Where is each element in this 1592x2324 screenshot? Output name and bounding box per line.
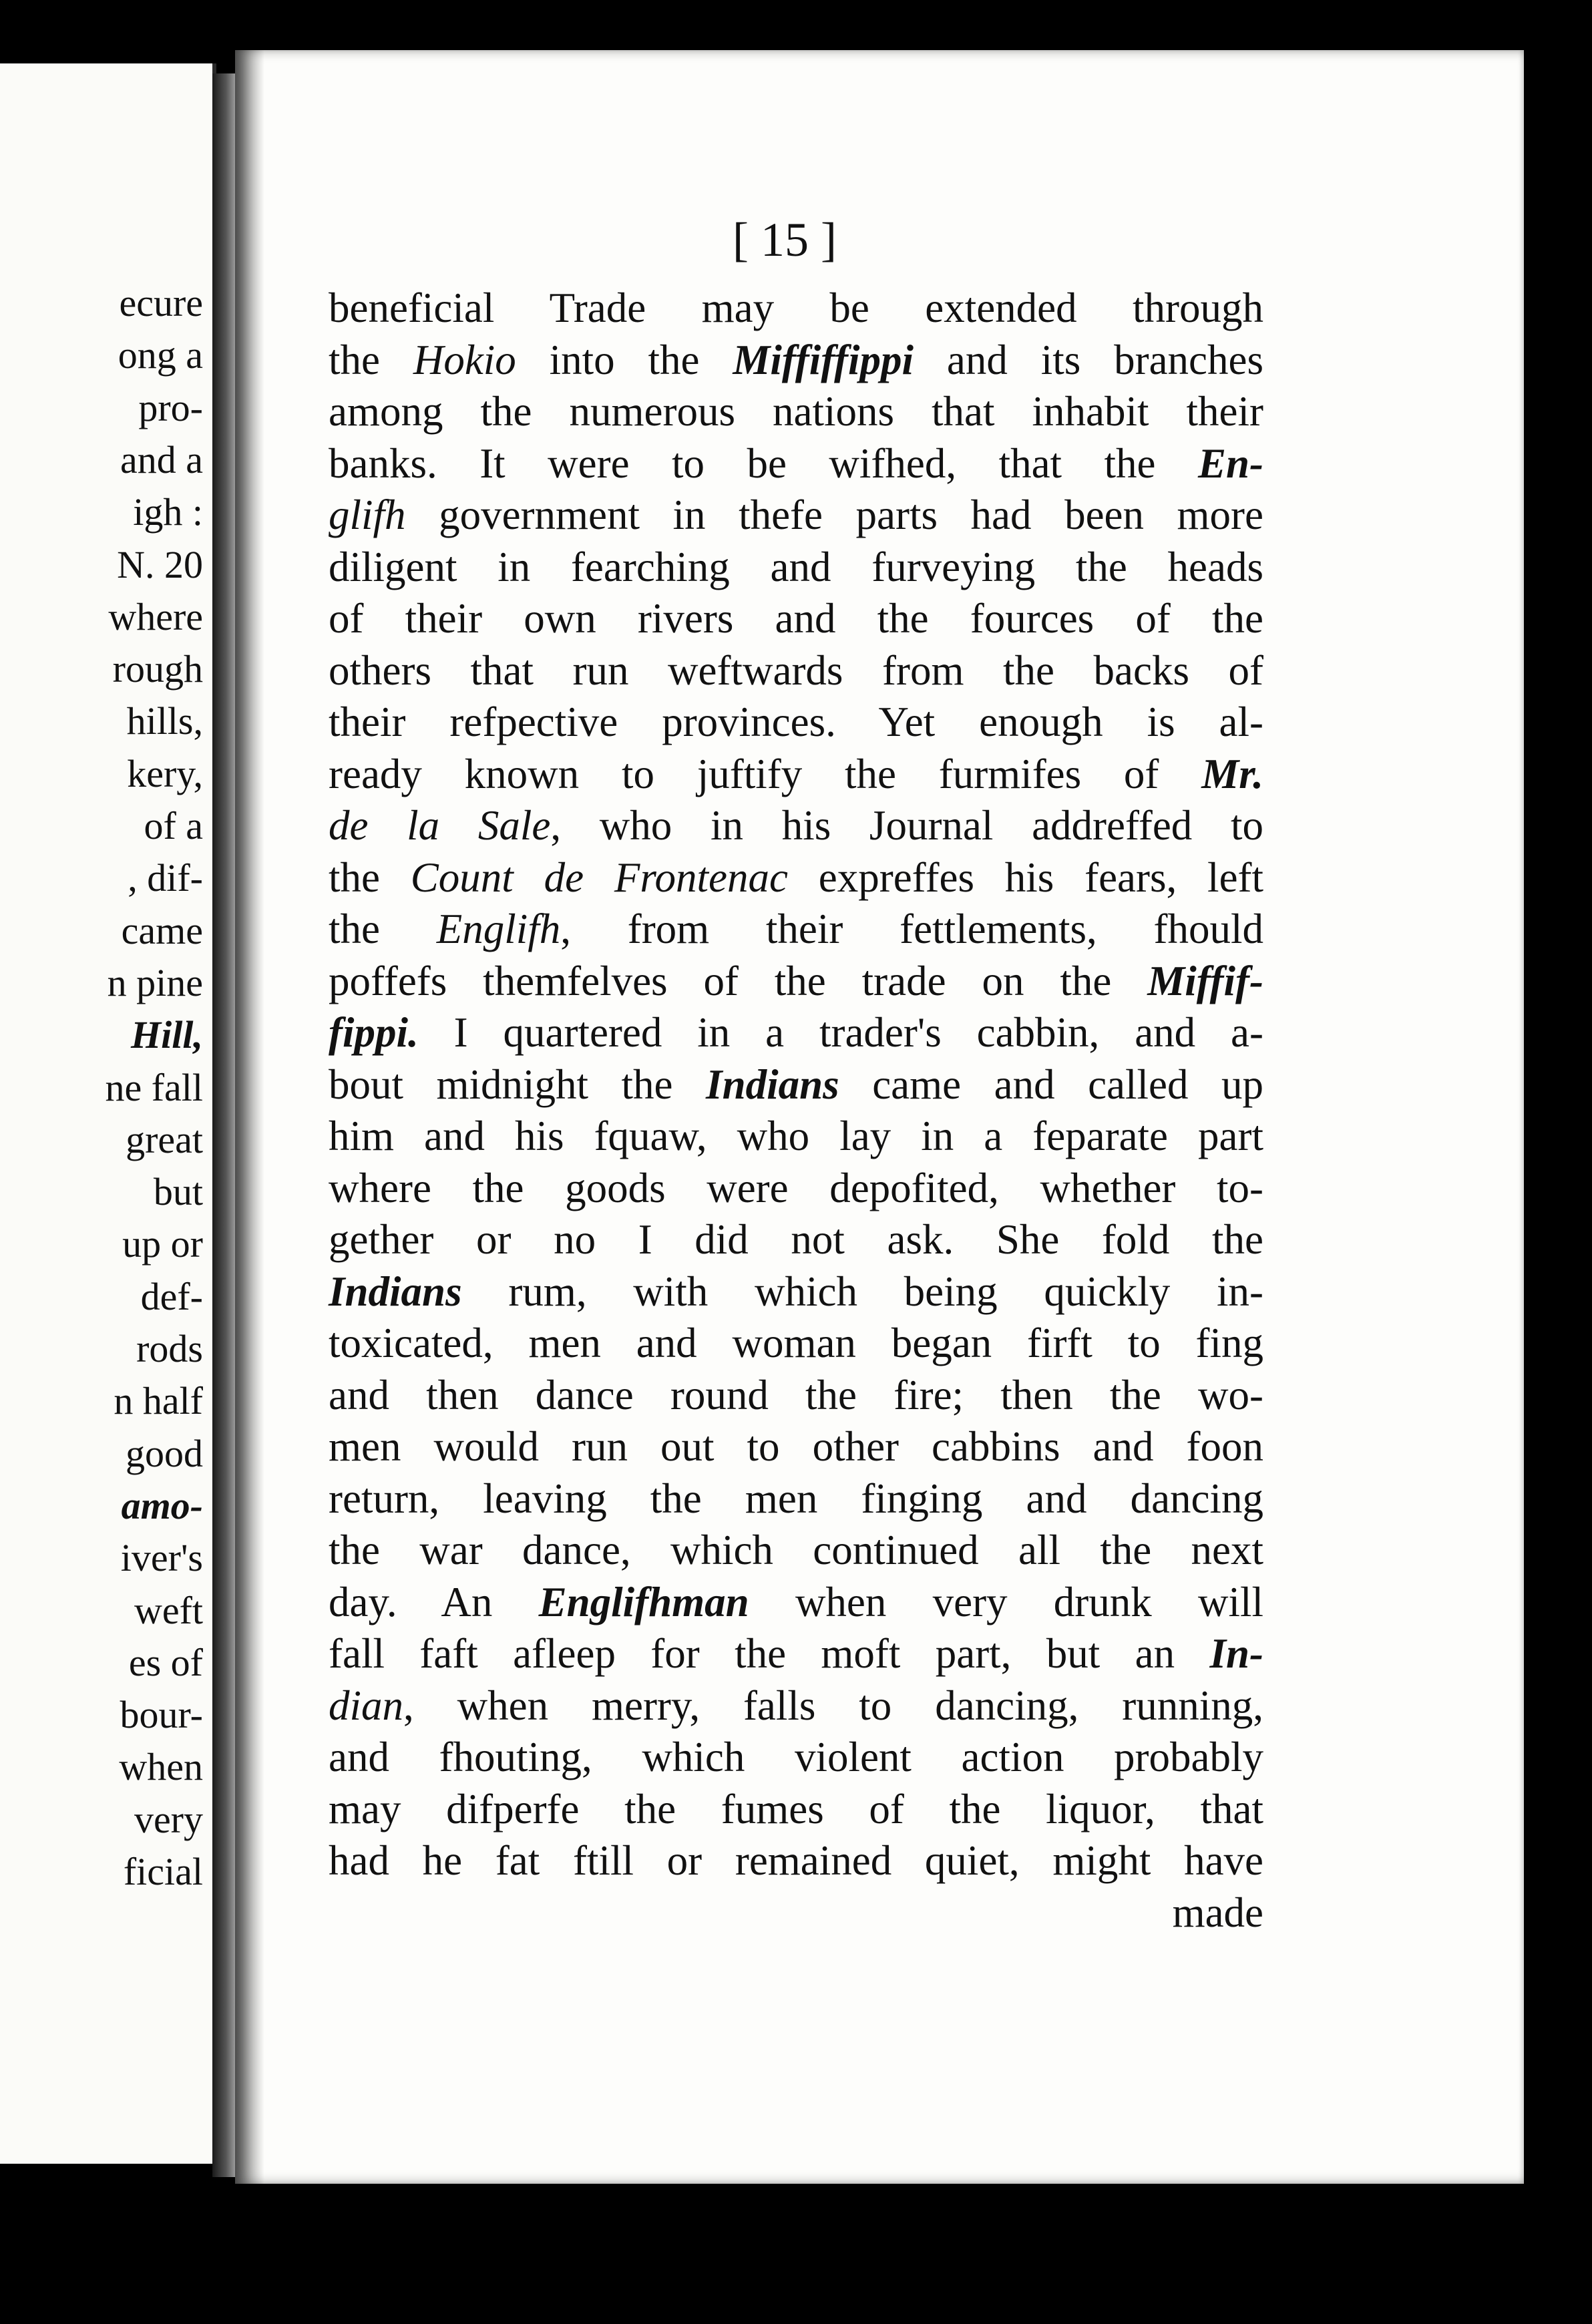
text-segment: ready known to juftify the furmifes of — [329, 750, 1202, 797]
text-segment: may difperfe the fumes of the liquor, that — [329, 1785, 1263, 1832]
text-segment: and then dance round the fire; then the wo- — [329, 1371, 1263, 1418]
left-page-line: ficial — [123, 1850, 203, 1893]
left-page-line: good — [126, 1431, 203, 1475]
body-text-line — [329, 284, 1263, 331]
body-text-line — [329, 1322, 1263, 1364]
left-page-line: es of — [128, 1640, 203, 1684]
body-text-line — [329, 1475, 1263, 1522]
italic-text-segment: fippi. — [329, 1009, 419, 1056]
text-segment: , who in his Journal addreffed to — [550, 802, 1263, 849]
left-page-line: def- — [140, 1274, 203, 1318]
italic-text-segment: Indians — [706, 1060, 839, 1108]
italic-text-segment: En- — [1197, 439, 1263, 487]
text-segment: and fhouting, which violent action probably — [329, 1734, 1263, 1780]
italic-text-segment: dian — [329, 1682, 404, 1729]
body-text-line — [329, 1630, 1263, 1677]
left-page-line: n pine — [107, 960, 203, 1004]
left-page-line: and a — [120, 437, 203, 481]
text-segment: banks. It were to be wifhed, that the — [329, 439, 1198, 487]
text-segment: the — [329, 906, 437, 952]
body-text-line — [329, 1164, 1263, 1211]
left-page-line: igh : — [133, 490, 203, 534]
body-text-line — [329, 853, 1264, 901]
body-text-line — [329, 595, 1263, 642]
page-number: [ 15 ] — [733, 213, 837, 266]
left-page-line: iver's — [120, 1536, 203, 1580]
left-page-line: pro- — [138, 385, 203, 429]
text-segment: beneficial Trade may be extended through — [329, 284, 1263, 331]
left-page-line: rods — [136, 1327, 203, 1370]
body-text-line — [329, 1736, 1263, 1778]
italic-text-segment: Mr. — [1201, 750, 1263, 797]
left-page-line: Hill, — [131, 1013, 203, 1057]
left-page — [0, 63, 216, 2164]
text-segment: toxicated, men and woman began firft to fing — [329, 1320, 1263, 1366]
text-segment: diligent in fearching and furveying the heads — [329, 543, 1263, 590]
left-page-line: n half — [114, 1379, 203, 1423]
body-text-line — [329, 494, 1263, 536]
text-segment: him and his fquaw, who lay in a feparate part — [329, 1113, 1263, 1159]
text-segment: poffefs themfelves of the trade on the — [329, 957, 1148, 1004]
text-segment: the war dance, which continued all the next — [329, 1527, 1263, 1573]
italic-text-segment: Miffif- — [1147, 957, 1263, 1004]
text-segment: I quartered in a trader's cabbin, and a- — [418, 1009, 1263, 1056]
italic-text-segment: Englifhman — [538, 1578, 749, 1625]
left-page-line: ne fall — [105, 1065, 203, 1109]
text-segment: , when merry, falls to dancing, running, — [403, 1682, 1263, 1729]
text-segment: rum, with which being quickly in- — [461, 1268, 1263, 1315]
text-segment: gether or no I did not ask. She fold the — [329, 1216, 1263, 1263]
body-text-line — [329, 1268, 1263, 1315]
text-segment: the — [329, 853, 411, 901]
body-text-line — [329, 543, 1263, 590]
left-page-line: ecure — [119, 281, 203, 325]
body-text-line — [329, 1578, 1263, 1625]
text-segment: among the numerous nations that inhabit their — [329, 388, 1263, 435]
text-segment: and its branches — [914, 336, 1263, 383]
left-page-line: bour- — [120, 1693, 203, 1737]
body-text-line — [329, 1009, 1263, 1056]
right-page — [235, 50, 1524, 2184]
text-segment: had he fat ftill or remained quiet, might have — [329, 1837, 1263, 1884]
body-text-line — [329, 1216, 1263, 1263]
text-segment: , from their fettlements, fhould — [560, 906, 1264, 952]
text-segment: where the goods were depofited, whether to- — [329, 1164, 1263, 1211]
left-page-line: came — [121, 908, 203, 952]
left-page-line: very — [134, 1797, 203, 1841]
text-segment: the — [329, 336, 413, 383]
body-text-line — [329, 336, 1263, 383]
text-segment: of their own rivers and the fources of the — [329, 595, 1263, 642]
left-page-line: when — [119, 1745, 203, 1789]
text-segment: day. An — [329, 1578, 539, 1625]
italic-text-segment: Count de Frontenac — [410, 853, 788, 901]
text-segment: others that run weftwards from the backs of — [329, 646, 1263, 694]
italic-text-segment: glifh — [329, 492, 406, 538]
left-page-line: hills, — [126, 699, 203, 743]
left-page-line: weft — [134, 1588, 203, 1632]
body-text-line — [329, 1060, 1263, 1108]
text-segment: men would run out to other cabbins and foon — [329, 1423, 1263, 1470]
text-segment: came and called up — [839, 1060, 1263, 1108]
left-page-line: of a — [144, 804, 203, 847]
body-text-line — [329, 1785, 1263, 1832]
body-text-line — [329, 802, 1263, 849]
italic-text-segment: Indians — [329, 1268, 462, 1315]
body-text-line — [329, 750, 1263, 797]
left-page-line: amo- — [121, 1483, 203, 1527]
text-segment: return, leaving the men finging and dancing — [329, 1475, 1263, 1522]
text-segment: bout midnight the — [329, 1060, 707, 1108]
italic-text-segment: de la Sale — [329, 802, 551, 849]
left-page-line: up or — [122, 1222, 203, 1266]
body-text-line — [329, 701, 1263, 743]
body-text-line — [329, 1889, 1263, 1936]
left-page-line: rough — [112, 647, 203, 691]
text-segment: government in thefe parts had been more — [405, 492, 1263, 538]
body-text-line — [329, 1682, 1263, 1729]
body-text-line — [329, 388, 1263, 435]
italic-text-segment: Miffiffippi — [733, 336, 914, 383]
body-text-line — [329, 646, 1263, 694]
italic-text-segment: In- — [1209, 1630, 1263, 1677]
body-text-line — [329, 1371, 1263, 1418]
body-text-line — [329, 439, 1263, 487]
left-page-line: N. 20 — [117, 542, 203, 586]
book-gutter — [212, 73, 235, 2177]
left-page-line: but — [153, 1170, 203, 1214]
text-segment: made — [1172, 1889, 1263, 1936]
text-segment: when very drunk will — [749, 1578, 1263, 1625]
left-page-line: ong a — [118, 333, 203, 377]
body-text-line — [329, 1837, 1263, 1884]
body-text-line — [329, 1115, 1263, 1157]
left-page-line: , dif- — [128, 856, 203, 900]
body-text-line — [329, 1423, 1263, 1470]
body-text-line — [329, 908, 1263, 950]
text-segment: expreffes his fears, left — [787, 853, 1264, 901]
text-segment: their refpective provinces. Yet enough is al- — [329, 699, 1263, 745]
text-segment: into the — [516, 336, 733, 383]
left-page-line: great — [126, 1117, 203, 1161]
italic-text-segment: Englifh — [436, 906, 561, 952]
left-page-line: where — [108, 594, 203, 638]
body-text-line — [329, 1529, 1263, 1571]
body-text-line — [329, 957, 1263, 1004]
text-segment: fall faft afleep for the moft part, but an — [329, 1630, 1210, 1677]
left-page-line: kery, — [127, 751, 203, 795]
italic-text-segment: Hokio — [413, 336, 516, 383]
